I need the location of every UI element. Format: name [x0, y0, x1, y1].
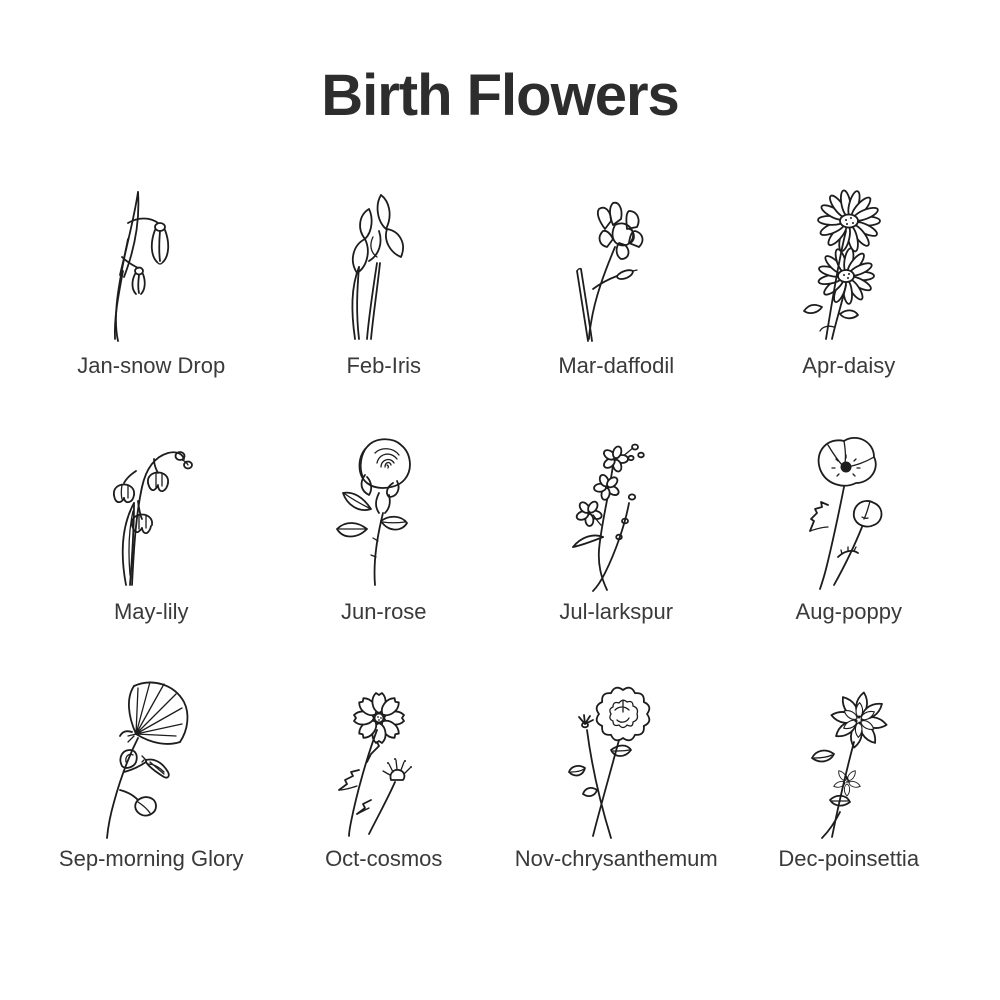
flower-cell-dec [733, 672, 966, 872]
flower-cell-aug [733, 425, 966, 625]
flower-label-jun: Jun-rose [340, 599, 427, 625]
poinsettia-illustration [774, 672, 924, 842]
flower-label-nov: Nov-chrysanthemum [514, 845, 718, 871]
flower-cell-oct [268, 672, 501, 872]
rose-illustration [309, 425, 459, 595]
flower-label-sep: Sep-morning Glory [58, 845, 244, 871]
flower-label-mar: Mar-daffodil [558, 353, 675, 378]
flower-cell-jan [35, 179, 268, 379]
flower-cell-jun [268, 425, 501, 625]
flower-label-may: May-lily [113, 599, 189, 625]
flower-grid [35, 179, 965, 872]
morning-glory-illustration [76, 672, 226, 842]
chrysanthemum-illustration [541, 672, 691, 842]
page-title: Birth Flowers [321, 63, 679, 128]
larkspur-illustration [541, 425, 691, 595]
flower-cell-mar [500, 179, 733, 379]
flower-cell-jul [500, 425, 733, 625]
snowdrop-illustration [76, 179, 226, 349]
flower-label-oct: Oct-cosmos [325, 845, 443, 871]
daffodil-illustration [541, 179, 691, 349]
flower-cell-nov [500, 672, 733, 872]
lily-of-the-valley-illustration [76, 425, 226, 595]
flower-cell-apr [733, 179, 966, 379]
daisy-illustration [774, 179, 924, 349]
iris-illustration [309, 179, 459, 349]
poppy-illustration [774, 425, 924, 595]
flower-label-jul: Jul-larkspur [559, 599, 674, 625]
flower-label-feb: Feb-Iris [346, 353, 422, 378]
flower-cell-may [35, 425, 268, 625]
flower-label-aug: Aug-poppy [795, 599, 902, 625]
flower-cell-sep [35, 672, 268, 872]
flower-label-jan: Jan-snow Drop [77, 353, 226, 378]
flower-cell-feb [268, 179, 501, 379]
flower-label-dec: Dec-poinsettia [778, 845, 920, 871]
cosmos-illustration [309, 672, 459, 842]
flower-label-apr: Apr-daisy [802, 353, 896, 378]
